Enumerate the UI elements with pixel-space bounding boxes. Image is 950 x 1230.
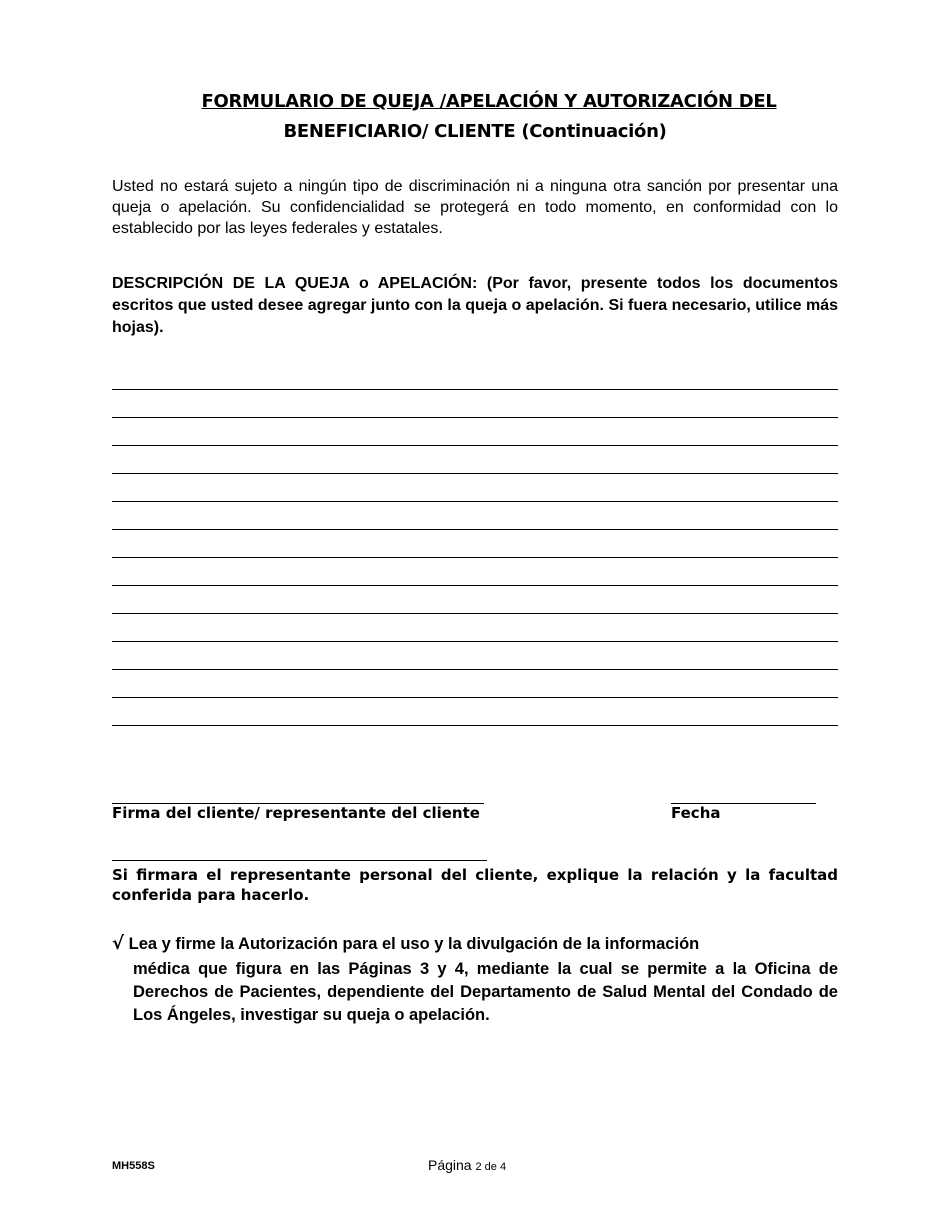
page-of: 2 de 4 [475,1161,507,1173]
form-title-line1: FORMULARIO DE QUEJA /APELACIÓN Y AUTORIZACIÓN DEL [201,91,777,112]
client-signature-label: Firma del cliente/ representante del cliente [112,804,480,822]
writing-line[interactable] [112,641,838,642]
writing-line[interactable] [112,501,838,502]
writing-line[interactable] [112,529,838,530]
writing-line[interactable] [112,697,838,698]
writing-line[interactable] [112,557,838,558]
form-title-line2: BENEFICIARIO/ CLIENTE (Continuación) [283,121,667,142]
authorization-rest: médica que figura en las Páginas 3 y 4, mediante la cual se permite a la Oficina de Derechos de Pacientes, dependiente del Departamento de Salud Mental del Condado de Los Ángeles, investigar su queja o apelación. [133,960,838,1024]
date-label: Fecha [671,804,721,822]
authorization-first-line: Lea y firme la Autorización para el uso y la divulgación de la información [128,935,700,953]
form-code: MH558S [112,1160,155,1172]
writing-line[interactable] [112,445,838,446]
authorization-instruction [112,932,838,1027]
intro-paragraph: Usted no estará sujeto a ningún tipo de discriminación ni a ninguna otra sanción por presentar una queja o apelación. Su confidencialidad se protegerá en todo momento, en conformidad con lo establecido por las leyes federales y estatales. [112,178,838,237]
writing-line[interactable] [112,417,838,418]
writing-line[interactable] [112,473,838,474]
writing-line[interactable] [112,585,838,586]
representative-note: Si firmara el representante personal del cliente, explique la relación y la facultad conferida para hacerlo. [112,866,838,904]
writing-line[interactable] [112,669,838,670]
description-prompt: DESCRIPCIÓN DE LA QUEJA o APELACIÓN: (Por favor, presente todos los documentos escritos que usted desee agregar junto con la queja o apelación. Si fuera necesario, utilice más hojas). [112,275,838,336]
page-number [428,1157,506,1173]
page-word: Página [428,1157,472,1173]
checkmark-icon: √ [112,933,125,954]
writing-line[interactable] [112,725,838,726]
writing-line[interactable] [112,613,838,614]
writing-line[interactable] [112,389,838,390]
representative-relationship-line[interactable] [112,860,487,861]
